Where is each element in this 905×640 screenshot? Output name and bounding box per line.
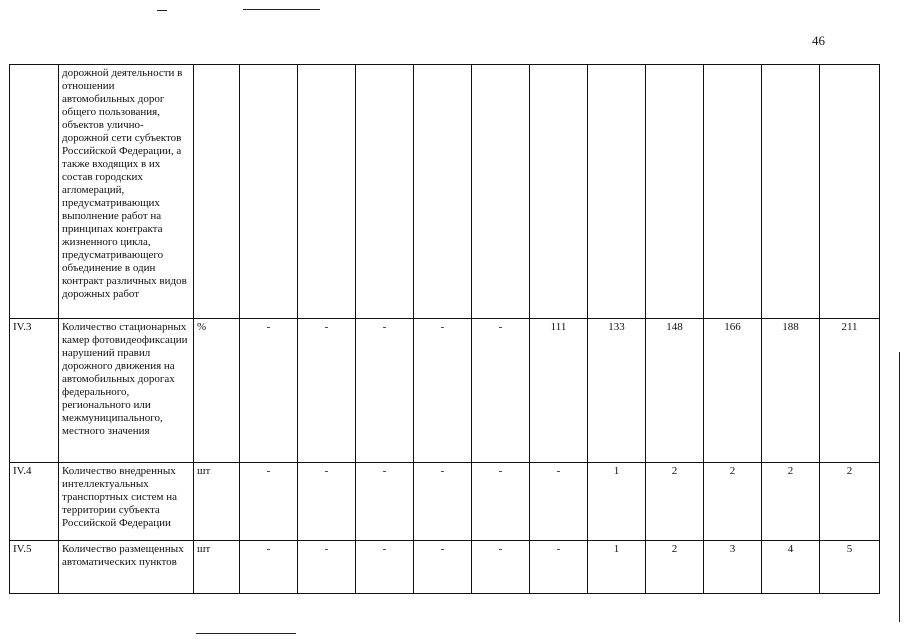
row-unit: [194, 65, 240, 319]
row-value: -: [530, 541, 588, 594]
row-unit: шт: [194, 463, 240, 541]
row-description: Количество размещенных автоматических пунктов: [59, 541, 194, 594]
row-value: -: [298, 319, 356, 463]
row-value: [414, 65, 472, 319]
row-value: -: [472, 319, 530, 463]
row-value: 2: [820, 463, 880, 541]
row-value: -: [414, 319, 472, 463]
row-value: [356, 65, 414, 319]
row-value: -: [240, 463, 298, 541]
table-row: [10, 463, 880, 541]
row-value: 111: [530, 319, 588, 463]
row-value: 2: [762, 463, 820, 541]
row-unit: шт: [194, 541, 240, 594]
row-id: IV.5: [10, 541, 59, 594]
row-value: -: [414, 463, 472, 541]
row-value: [588, 65, 646, 319]
row-value: [530, 65, 588, 319]
row-value: 3: [704, 541, 762, 594]
scan-mark-right-edge: [899, 352, 900, 622]
row-value: -: [472, 541, 530, 594]
row-unit: %: [194, 319, 240, 463]
row-id: IV.3: [10, 319, 59, 463]
row-value: -: [530, 463, 588, 541]
row-value: 2: [646, 463, 704, 541]
scan-mark-bottom: [196, 633, 296, 634]
page-number: 46: [812, 33, 825, 48]
row-id: [10, 65, 59, 319]
row-value: [646, 65, 704, 319]
table-row: [10, 319, 880, 463]
row-description: дорожной деятельности в отношении автомобильных дорог общего пользования, объектов улично-дорожной сети субъектов Российской Федерации, а также входящих в их состав городских агломераций, предусматривающих выполнение работ на принципах контракта жизненного цикла, предусматривающего объединение в один контракт различных видов дорожных работ: [59, 65, 194, 319]
row-value: -: [356, 463, 414, 541]
row-value: -: [356, 319, 414, 463]
row-value: [820, 65, 880, 319]
row-value: [472, 65, 530, 319]
row-value: [298, 65, 356, 319]
row-value: 188: [762, 319, 820, 463]
row-value: 133: [588, 319, 646, 463]
row-value: 211: [820, 319, 880, 463]
scan-mark-top-long: [243, 9, 320, 10]
row-value: -: [298, 541, 356, 594]
row-value: 1: [588, 463, 646, 541]
row-id: IV.4: [10, 463, 59, 541]
indicator-table: [9, 64, 880, 594]
row-value: -: [298, 463, 356, 541]
scan-mark-top-short: [157, 10, 167, 11]
row-value: 148: [646, 319, 704, 463]
row-value: [762, 65, 820, 319]
row-value: -: [240, 319, 298, 463]
row-value: [240, 65, 298, 319]
row-value: 5: [820, 541, 880, 594]
table-row: [10, 541, 880, 594]
row-value: 2: [646, 541, 704, 594]
table-row: [10, 65, 880, 319]
row-description: Количество внедренных интеллектуальных транспортных систем на территории субъекта Российской Федерации: [59, 463, 194, 541]
row-value: -: [414, 541, 472, 594]
row-value: 1: [588, 541, 646, 594]
row-description: Количество стационарных камер фотовидеофиксации нарушений правил дорожного движения на автомобильных дорогах федерального, регионального или межмуниципального, местного значения: [59, 319, 194, 463]
row-value: 166: [704, 319, 762, 463]
row-value: -: [472, 463, 530, 541]
row-value: 2: [704, 463, 762, 541]
row-value: -: [240, 541, 298, 594]
row-value: 4: [762, 541, 820, 594]
row-value: [704, 65, 762, 319]
row-value: -: [356, 541, 414, 594]
